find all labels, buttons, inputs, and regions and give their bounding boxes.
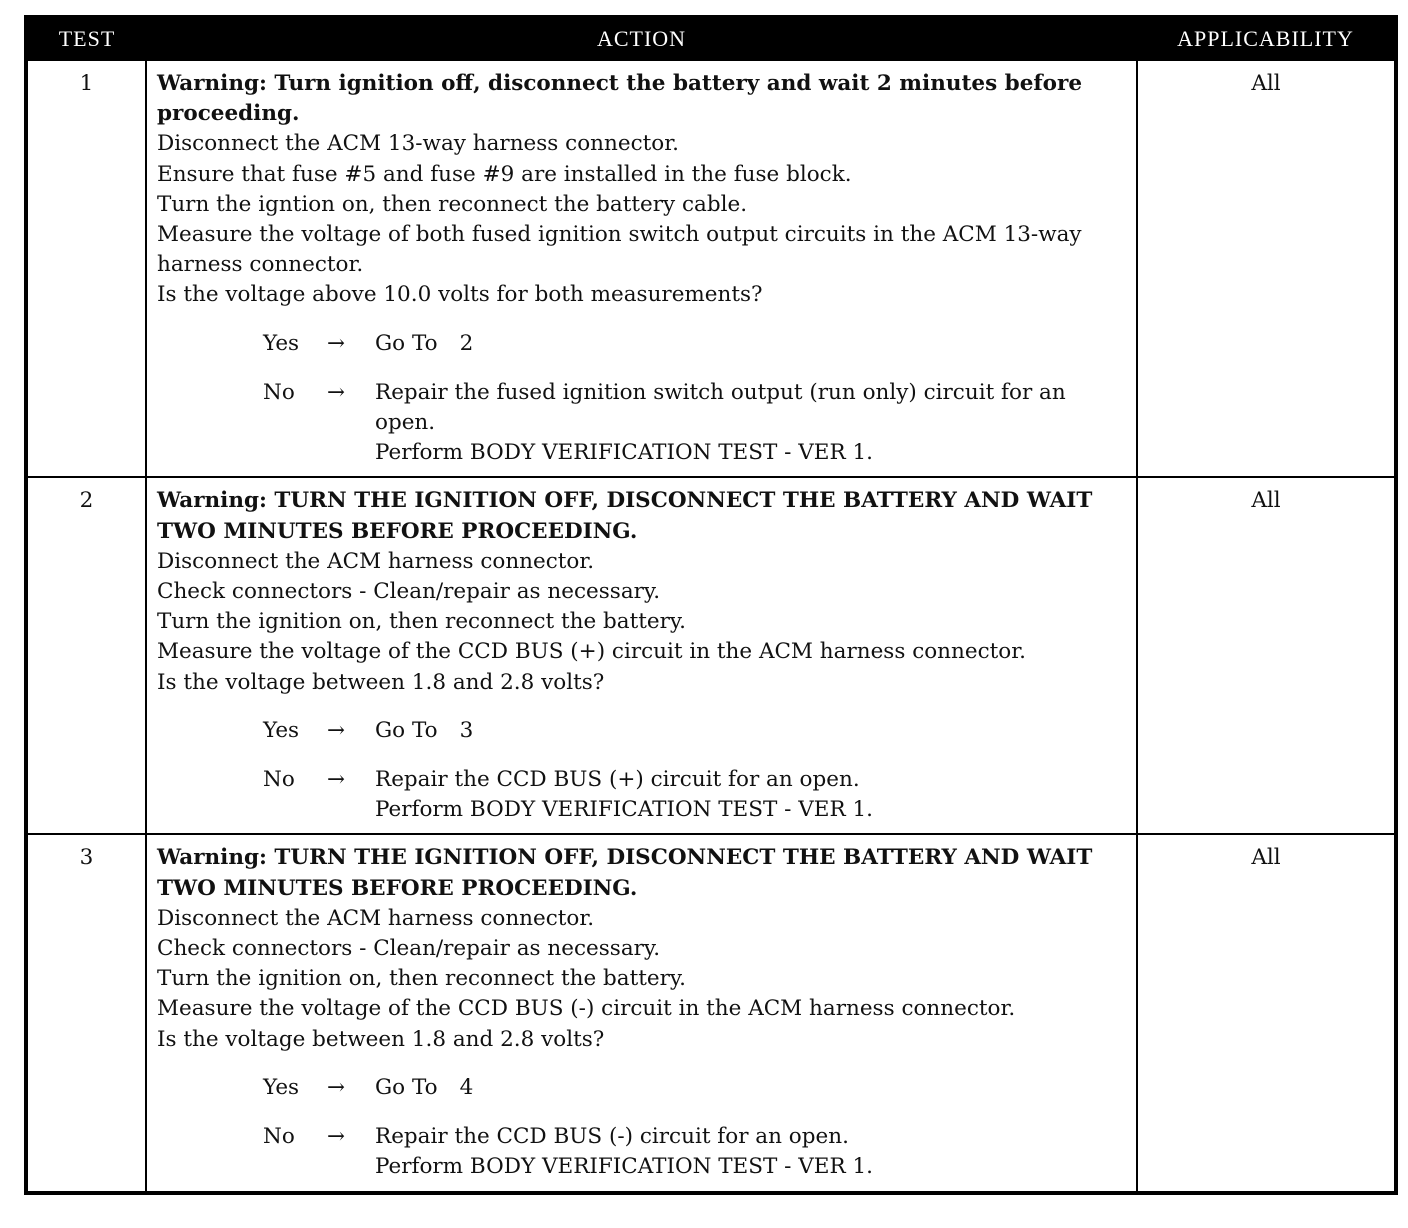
no-result bbox=[263, 1122, 1128, 1182]
header-test: TEST bbox=[26, 17, 146, 60]
no-result-text bbox=[375, 765, 1128, 825]
diagnostic-test-page bbox=[24, 15, 1394, 1195]
yes-result bbox=[263, 1073, 1128, 1103]
diagnostic-test-table bbox=[24, 15, 1398, 1195]
goto-label: Go To bbox=[375, 1074, 438, 1100]
instruction-line: Disconnect the ACM 13-way harness connector. bbox=[157, 131, 679, 157]
no-label: No bbox=[263, 1124, 295, 1150]
applicability-value: All bbox=[1137, 477, 1396, 834]
goto-label: Go To bbox=[375, 330, 438, 356]
arrow-icon: → bbox=[327, 717, 346, 743]
result-block bbox=[157, 329, 1128, 469]
goto-text bbox=[375, 1073, 1128, 1103]
table-row bbox=[26, 477, 1396, 834]
question-line: Is the voltage above 10.0 volts for both measurements? bbox=[157, 282, 763, 308]
instruction-line: Check connectors - Clean/repair as necessary. bbox=[157, 936, 661, 962]
result-block bbox=[157, 1073, 1128, 1183]
instruction-line: Turn the igntion on, then reconnect the battery cable. bbox=[157, 191, 748, 217]
instruction-line: Ensure that fuse #5 and fuse #9 are installed in the fuse block. bbox=[157, 161, 852, 187]
verification-text: Perform BODY VERIFICATION TEST - VER 1. bbox=[375, 440, 874, 466]
action-cell bbox=[146, 834, 1137, 1192]
yes-result bbox=[263, 716, 1128, 746]
no-result-text bbox=[375, 1122, 1128, 1182]
goto-step: 3 bbox=[459, 717, 474, 743]
warning-text: Warning: TURN THE IGNITION OFF, DISCONNECT THE BATTERY AND WAIT TWO MINUTES BEFORE PROCEEDING. bbox=[157, 488, 1093, 544]
yes-label: Yes bbox=[263, 717, 300, 743]
test-number: 2 bbox=[26, 477, 146, 834]
arrow-icon: → bbox=[327, 330, 346, 356]
verification-text: Perform BODY VERIFICATION TEST - VER 1. bbox=[375, 797, 874, 823]
applicability-value: All bbox=[1137, 60, 1396, 477]
no-result bbox=[263, 378, 1128, 469]
instruction-line: Disconnect the ACM harness connector. bbox=[157, 905, 595, 931]
applicability-value: All bbox=[1137, 834, 1396, 1192]
goto-step: 4 bbox=[459, 1074, 474, 1100]
table-row bbox=[26, 60, 1396, 477]
instruction-line: Check connectors - Clean/repair as necessary. bbox=[157, 579, 661, 605]
no-result bbox=[263, 765, 1128, 825]
warning-text: Warning: Turn ignition off, disconnect the battery and wait 2 minutes before proceeding. bbox=[157, 71, 1082, 127]
instruction-line: Measure the voltage of both fused ignition switch output circuits in the ACM 13-way harness connector. bbox=[157, 222, 1082, 278]
action-cell bbox=[146, 60, 1137, 477]
instruction-line: Disconnect the ACM harness connector. bbox=[157, 548, 595, 574]
table-header bbox=[26, 17, 1396, 60]
instruction-line: Measure the voltage of the CCD BUS (-) circuit in the ACM harness connector. bbox=[157, 996, 1016, 1022]
header-action: ACTION bbox=[146, 17, 1137, 60]
action-cell bbox=[146, 477, 1137, 834]
question-line: Is the voltage between 1.8 and 2.8 volts? bbox=[157, 669, 605, 695]
arrow-icon: → bbox=[327, 379, 346, 405]
verification-text: Perform BODY VERIFICATION TEST - VER 1. bbox=[375, 1154, 874, 1180]
arrow-icon: → bbox=[327, 767, 346, 793]
goto-text bbox=[375, 716, 1128, 746]
test-number: 3 bbox=[26, 834, 146, 1192]
header-applicability: APPLICABILITY bbox=[1137, 17, 1396, 60]
no-label: No bbox=[263, 767, 295, 793]
repair-text: Repair the fused ignition switch output (run only) circuit for an open. bbox=[375, 379, 1066, 436]
repair-text: Repair the CCD BUS (-) circuit for an open. bbox=[375, 1124, 849, 1150]
yes-label: Yes bbox=[263, 330, 300, 356]
test-number: 1 bbox=[26, 60, 146, 477]
goto-step: 2 bbox=[459, 330, 474, 356]
table-row bbox=[26, 834, 1396, 1192]
goto-label: Go To bbox=[375, 717, 438, 743]
yes-result bbox=[263, 329, 1128, 359]
question-line: Is the voltage between 1.8 and 2.8 volts? bbox=[157, 1026, 605, 1052]
instruction-line: Turn the ignition on, then reconnect the battery. bbox=[157, 609, 686, 635]
result-block bbox=[157, 716, 1128, 826]
no-result-text bbox=[375, 378, 1128, 469]
arrow-icon: → bbox=[327, 1124, 346, 1150]
instruction-line: Turn the ignition on, then reconnect the battery. bbox=[157, 966, 686, 992]
warning-text: Warning: TURN THE IGNITION OFF, DISCONNECT THE BATTERY AND WAIT TWO MINUTES BEFORE PROCEEDING. bbox=[157, 845, 1093, 901]
yes-label: Yes bbox=[263, 1074, 300, 1100]
repair-text: Repair the CCD BUS (+) circuit for an open. bbox=[375, 767, 860, 793]
no-label: No bbox=[263, 379, 295, 405]
instruction-line: Measure the voltage of the CCD BUS (+) circuit in the ACM harness connector. bbox=[157, 639, 1026, 665]
arrow-icon: → bbox=[327, 1074, 346, 1100]
goto-text bbox=[375, 329, 1128, 359]
